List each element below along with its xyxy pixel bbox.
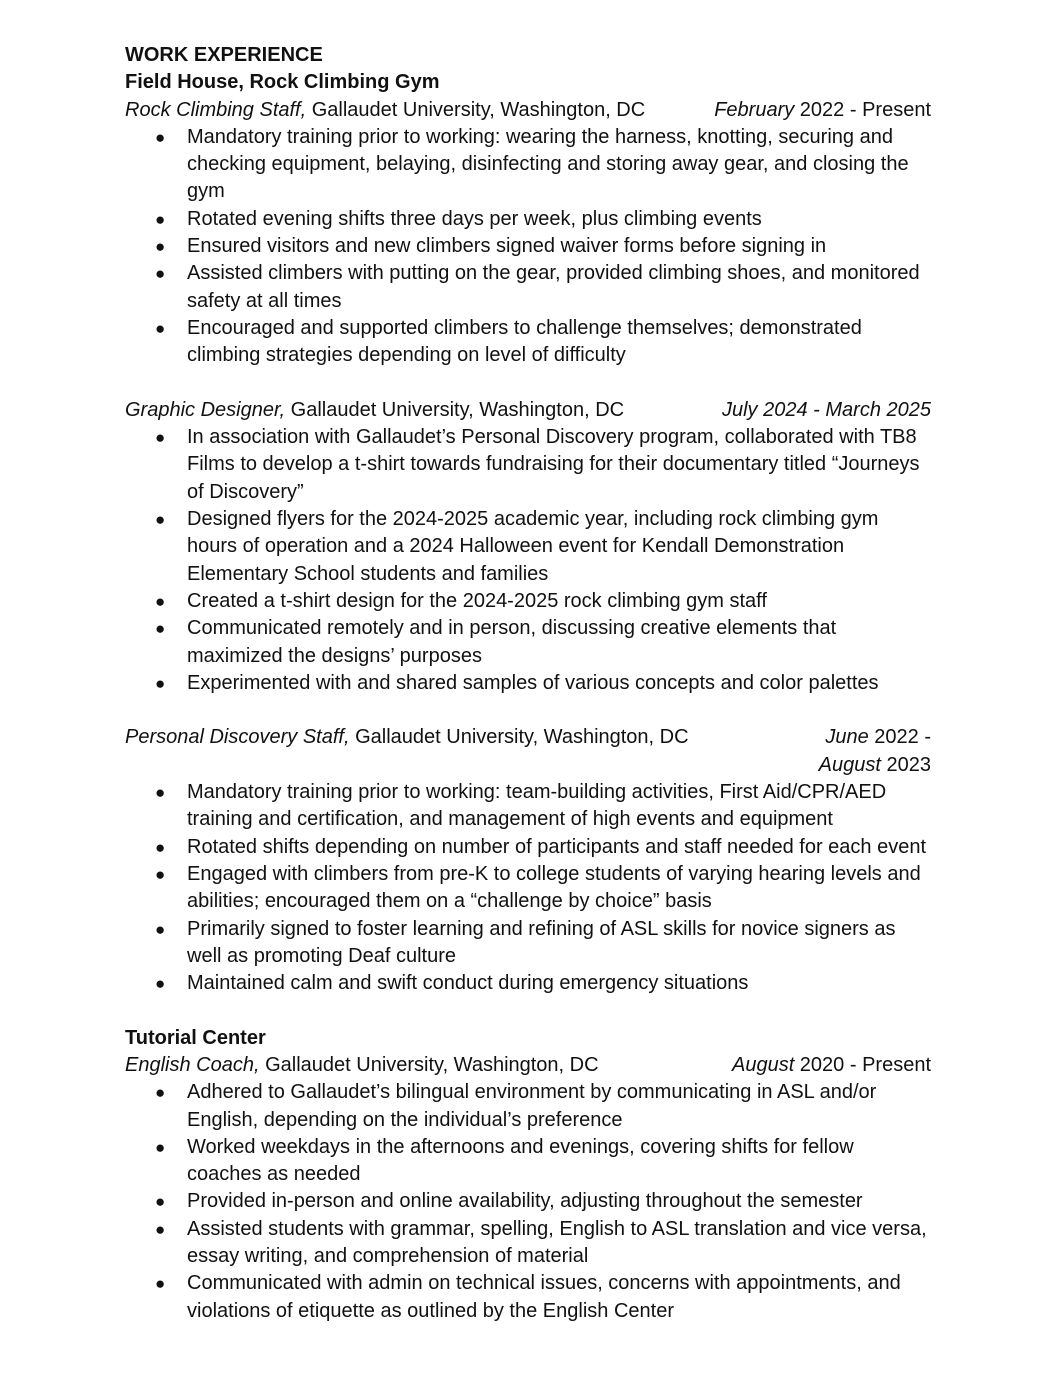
bullet-item: ● Created a t-shirt design for the 2024-2025 rock climbing gym staff [125, 588, 931, 615]
job-dates [722, 397, 931, 424]
date-rest: 2022 - [868, 726, 931, 749]
date-month: August [731, 1053, 795, 1076]
bullet-item: ● Primarily signed to foster learning and refining of ASL skills for novice signers as well as promoting Deaf culture [125, 916, 931, 971]
job-title: Graphic Designer, [125, 398, 286, 421]
job-bullets [125, 124, 931, 370]
job-bullets [125, 424, 931, 697]
date-month: February [714, 98, 795, 121]
job-location: Gallaudet University, Washington, DC [285, 398, 625, 421]
bullet-item: ● Experimented with and shared samples of various concepts and color palettes [125, 670, 931, 697]
job-location: Gallaudet University, Washington, DC [349, 726, 689, 749]
job-bullets [125, 779, 931, 997]
bullet-item: ● Adhered to Gallaudet’s bilingual environment by communicating in ASL and/or English, depending on the individual’s preference [125, 1079, 931, 1134]
bullet-item: ● Rotated shifts depending on number of participants and staff needed for each event [125, 834, 931, 861]
bullet-item: ● Communicated remotely and in person, discussing creative elements that maximized the designs’ purposes [125, 615, 931, 670]
section-title: WORK EXPERIENCE [125, 44, 323, 66]
job-role [125, 397, 624, 424]
employer-name: Field House, Rock Climbing Gym [125, 71, 440, 94]
bullet-item: ● Provided in-person and online availability, adjusting throughout the semester [125, 1188, 931, 1215]
job-header [125, 397, 931, 424]
bullet-item: ● Assisted students with grammar, spelling, English to ASL translation and vice versa, essay writing, and comprehension of material [125, 1216, 931, 1271]
job-header [125, 97, 931, 124]
job-role [125, 1052, 599, 1079]
bullet-item: ● Maintained calm and swift conduct during emergency situations [125, 970, 931, 997]
bullet-item: ● Mandatory training prior to working: team-building activities, First Aid/CPR/AED training and certification, and management of high events and equipment [125, 779, 931, 834]
spacer [125, 997, 931, 1024]
job-title: Personal Discovery Staff, [125, 726, 350, 749]
date-end-month: August [818, 753, 881, 776]
date-month: June [825, 726, 869, 749]
bullet-item: ● Encouraged and supported climbers to challenge themselves; demonstrated climbing strategies depending on level of difficulty [125, 315, 931, 370]
date-end-rest: 2023 [880, 753, 931, 776]
employer-name: Tutorial Center [125, 1026, 266, 1049]
spacer [125, 697, 931, 724]
bullet-item: ● Ensured visitors and new climbers signed waiver forms before signing in [125, 233, 931, 260]
bullet-item: ● Engaged with climbers from pre-K to college students of varying hearing levels and abilities; encouraged them on a “challenge by choice” basis [125, 861, 931, 916]
job-role [125, 97, 645, 124]
job-bullets [125, 1079, 931, 1325]
bullet-item: ● Mandatory training prior to working: wearing the harness, knotting, securing and checking equipment, belaying, disinfecting and storing away gear, and closing the gym [125, 124, 931, 206]
job-header [125, 724, 931, 779]
date-rest: 2022 - Present [794, 98, 931, 121]
bullet-item: ● Designed flyers for the 2024-2025 academic year, including rock climbing gym hours of operation and a 2024 Halloween event for Kendall Demonstration Elementary School students and families [125, 506, 931, 588]
job-dates [813, 724, 931, 779]
job-title: Rock Climbing Staff, [125, 98, 307, 121]
date-rest: 2020 - Present [794, 1053, 931, 1076]
work-experience-section [125, 42, 931, 1325]
bullet-item: ● Communicated with admin on technical issues, concerns with appointments, and violations of etiquette as outlined by the English Center [125, 1270, 931, 1325]
bullet-item: ● Worked weekdays in the afternoons and evenings, covering shifts for fellow coaches as needed [125, 1134, 931, 1189]
job-location: Gallaudet University, Washington, DC [306, 98, 646, 121]
job-location: Gallaudet University, Washington, DC [259, 1053, 599, 1076]
bullet-item: ● Assisted climbers with putting on the gear, provided climbing shoes, and monitored safety at all times [125, 260, 931, 315]
job-dates [732, 1052, 931, 1079]
bullet-item: ● Rotated evening shifts three days per week, plus climbing events [125, 206, 931, 233]
date-month: July 2024 - March 2025 [721, 398, 931, 421]
job-header [125, 1052, 931, 1079]
job-dates [714, 97, 931, 124]
job-title: English Coach, [125, 1053, 260, 1076]
job-role [125, 724, 689, 779]
spacer [125, 370, 931, 397]
bullet-item: ● In association with Gallaudet’s Personal Discovery program, collaborated with TB8 Films to develop a t-shirt towards fundraising for their documentary titled “Journeys of Discovery” [125, 424, 931, 506]
